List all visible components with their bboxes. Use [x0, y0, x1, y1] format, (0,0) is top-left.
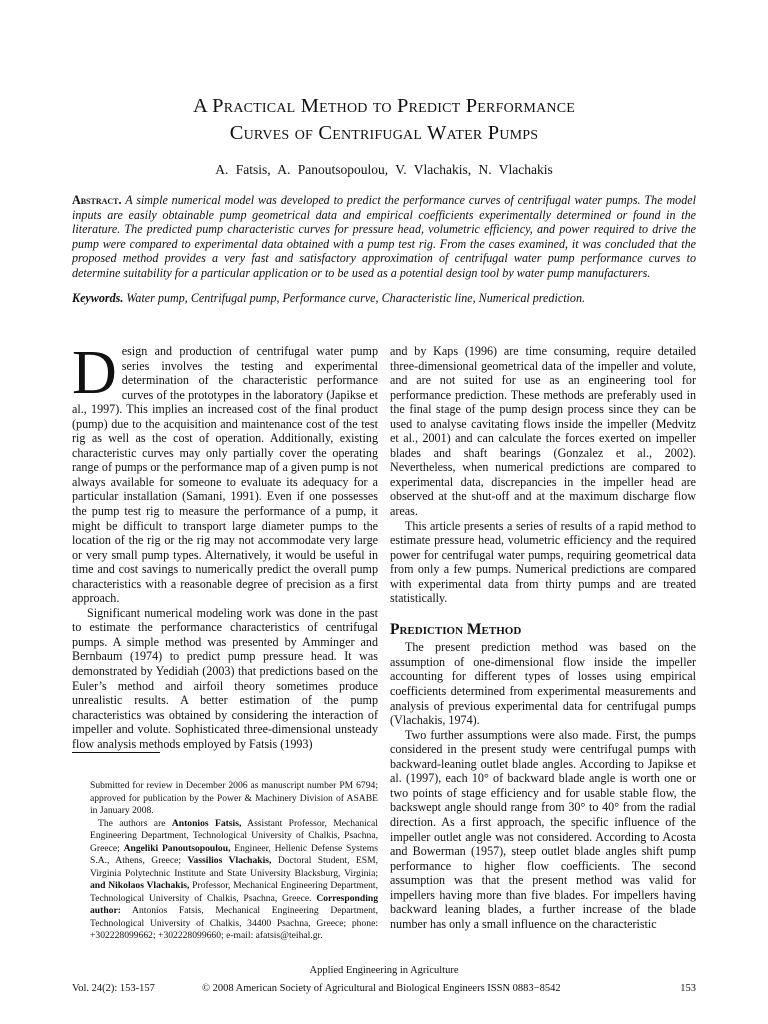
section-heading: Prediction Method: [390, 620, 522, 638]
author-4-name: and Nikolaos Vlachakis,: [90, 880, 190, 891]
corresponding-author-label: Corresponding author:: [90, 892, 378, 916]
author-1-affiliation: Assistant Professor, Mechanical Engineering Department, Technological University of Chalkis, Psachna, Greece;: [90, 817, 378, 854]
author-3-name: Vassilios Vlachakis,: [187, 855, 272, 866]
copyright-notice: © 2008 American Society of Agricultural and Biological Engineers ISSN 0883−8542: [202, 983, 561, 994]
footnote: [90, 780, 378, 943]
abstract-label: Abstract.: [72, 193, 122, 207]
keywords-text: Water pump, Centrifugal pump, Performance curve, Characteristic line, Numerical prediction.: [123, 291, 586, 305]
intro-paragraph-2: Significant numerical modeling work was done in the past to estimate the performance characteristics of centrifugal pumps. A simple method was presented by Amminger and Bernbaum (1974) to predict pump pressure head. It was demonstrated by Yedidiah (2003) that predictions based on the Euler’s method and airfoil theory sometimes produce unrealistic results. A better estimation of the pump characteristics was obtained by considering the interaction of impeller and volute. Sophisticated three-dimensional unsteady flow analysis methods employed by Fatsis (1993): [72, 605, 378, 751]
footnote-authors-intro: The authors are: [98, 817, 172, 829]
page-number: 153: [680, 983, 696, 994]
author-2-name: Angeliki Panoutsopoulou,: [123, 842, 231, 854]
volume-info: Vol. 24(2): 153-157: [72, 983, 155, 994]
abstract-text: A simple numerical model was developed to predict the performance curves of centrifugal water pumps. The model inputs are easily obtainable pump geometrical data and empirical coefficients experimentally determined or found in the literature. The predicted pump characteristic curves for pressure head, volumetric efficiency, and power required to drive the pump were compared to experimental data obtained with a pump test rig. From the cases examined, it was concluded that the proposed method provides a very fast and satisfactory approximation of centrifugal water pump performance curves to determine suitability for a particular application or to be used as a potential design tool by water pump manufacturers.: [72, 193, 696, 280]
author-2-affiliation: Engineer, Hellenic Defense Systems S.A., Athens, Greece;: [90, 842, 378, 866]
author-list: A. Fatsis, A. Panoutsopoulou, V. Vlachakis, N. Vlachakis: [215, 162, 553, 177]
method-paragraph-1: The present prediction method was based on the assumption of one-dimensional flow inside the impeller accounting for different types of losses using empirical coefficients determined from experimental measurements and analysis of previous experimental data for centrifugal pumps (Vlachakis, 1974).: [390, 640, 696, 728]
abstract: [72, 193, 696, 280]
footnote-submission: Submitted for review in December 2006 as manuscript number PM 6794; approved for publication by the Power & Machinery Division of ASABE in January 2008.: [90, 780, 378, 816]
author-3-affiliation: Doctoral Student, ESM, Virginia Polytechnic Institute and State University Blacksburg, Virginia;: [90, 855, 378, 879]
footnote-authors: [90, 818, 378, 943]
intro-paragraph-1: [72, 339, 378, 606]
footnote-divider: [72, 752, 160, 753]
author-1-name: Antonios Fatsis,: [171, 817, 242, 829]
method-paragraph-2: Two further assumptions were also made. First, the pumps considered in the present study were centrifugal pumps with backward-leaning outlet blade angles. According to Japikse et al. (1997), each 10° of backward blade angle is worth one or two points of stage efficiency and for usable stable flow, the backswept angle should range from 30° to 40° from the radial direction. As a first approach, the specific influence of the impeller outlet angle was not considered. According to Acosta and Bowerman (1957), steep outlet blade angles shift pump performance to higher flow coefficients. The second assumption was that the present method was valid for impellers having more than five blades. For impellers having backward leaning blades, a further increase of the blade number has only a small influence on the characteristic: [390, 727, 696, 931]
keywords: [72, 291, 696, 306]
corresponding-author-details: Antonios Fatsis, Mechanical Engineering Department, Technological University of Chalkis, 34400 Psachna, Greece; phone: +302228099662; +302228099660; e-mail: afatsis@teihal.gr.: [90, 905, 378, 941]
intro-paragraph-3: and by Kaps (1996) are time consuming, require detailed three-dimensional geometrical data of the impeller and volute, and are not suited for use as an engineering tool for performance prediction. These methods are preferably used in the final stage of the pump design process since they can be used to analyse cavitating flows inside the impeller (Medvitz et al., 2001) and can calculate the forces exerted on impeller blades and shaft bearings (Gonzalez et al., 2002). Nevertheless, when numerical predictions are compared to experimental data, discrepancies in the impeller head are observed at the shut-off and at the maximum discharge flow areas.: [390, 344, 696, 519]
right-column: [390, 344, 696, 931]
intro-paragraph-1-text: esign and production of centrifugal water pump series involves the testing and experimental determination of the characteristic performance curves of the prototypes in the laboratory (Japikse et al., 1997). This implies an increased cost of the final product (pump) due to the acquisition and maintenance cost of the test rig as well as the cost of operation. Additionally, existing characteristic curves may only partially cover the operating range of pumps or the performance map of a given pump is not always available for someone to evaluate its adequacy for a particular installation (Samani, 1991). Even if one possesses the pump test rig to measure the performance of a pump, it might be difficult to transport large diameter pumps to the location of the rig or the rig may not accommodate very large or very small pump types. Alternatively, it would be useful in time and cost savings to numerically predict the overall pump characteristics with a reasonable degree of precision as a first approach.: [72, 344, 378, 606]
left-column: [72, 339, 378, 751]
keywords-label: Keywords.: [72, 291, 124, 305]
drop-cap: D: [72, 339, 117, 407]
intro-paragraph-4: This article presents a series of results of a rapid method to estimate pressure head, volumetric efficiency and the required power for centrifugal water pumps, requiring geometrical data from only a few pumps. Numerical predictions are compared with experimental data from thirty pumps and are treated statistically.: [390, 518, 696, 606]
journal-name: Applied Engineering in Agriculture: [309, 965, 459, 976]
author-4-affiliation: Professor, Mechanical Engineering Department, Technological University of Chalkis, Psachna, Greece.: [90, 880, 378, 904]
paper-title: [0, 93, 768, 147]
title-line-1: A Practical Method to Predict Performance: [192, 95, 575, 117]
title-line-2: Curves of Centrifugal Water Pumps: [229, 122, 539, 144]
